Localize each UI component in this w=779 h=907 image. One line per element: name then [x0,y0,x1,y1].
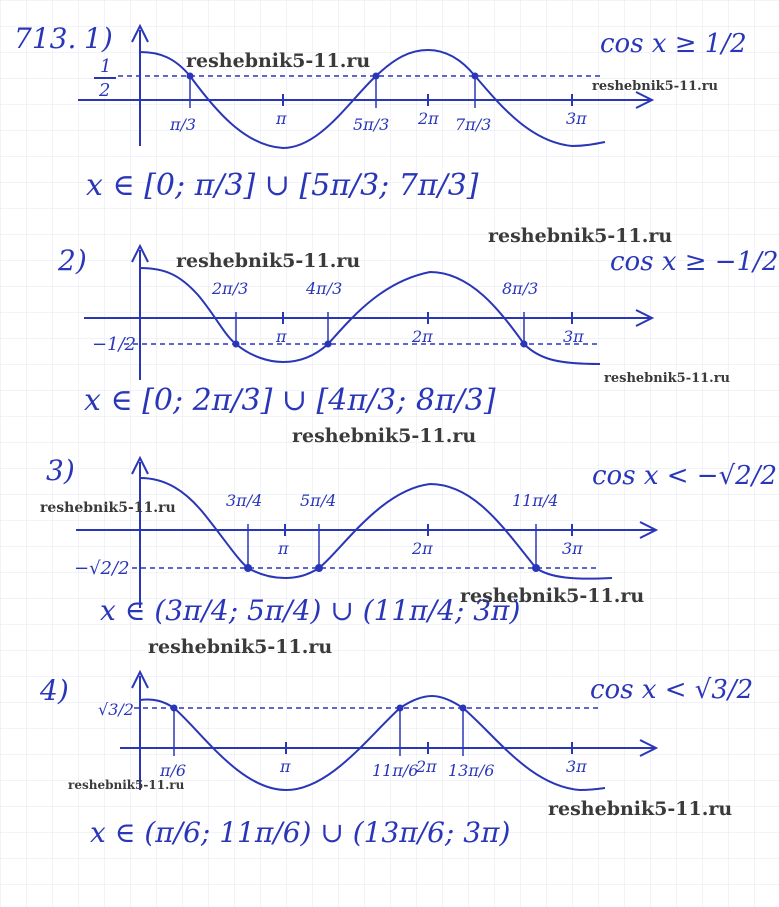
problem-3-point-label: 5π/4 [300,491,337,510]
problem-1-point-label: π/3 [170,115,197,134]
watermark: reshebnik5-11.ru [460,585,645,607]
problem-1-answer: x ∈ [0; π/3] ∪ [5π/3; 7π/3] [86,168,479,203]
watermark: reshebnik5-11.ru [592,79,719,94]
watermark: reshebnik5-11.ru [292,425,477,447]
problem-3-answer: x ∈ (3π/4; 5π/4) ∪ (11π/4; 3π) [100,594,521,627]
problem-4-point-label: 13π/6 [448,761,495,780]
problem-2-tick-label: 3π [563,327,584,346]
problem-1-tick-label: π [276,109,287,128]
watermark: reshebnik5-11.ru [68,778,185,792]
problem-4-tick-label: π [280,757,291,776]
problem-2-level-label: −1/2 [92,334,137,355]
problem-3-tick-label: 2π [412,539,433,558]
watermark: reshebnik5-11.ru [604,371,731,386]
problem-2-tick-label: 2π [412,327,433,346]
problem-2-point-label: 8π/3 [502,279,539,298]
problem-2-point-label: 4π/3 [306,279,343,298]
problem-3-point-label: 3π/4 [226,491,263,510]
problem-1-point-label: 5π/3 [353,115,390,134]
problem-2-answer: x ∈ [0; 2π/3] ∪ [4π/3; 8π/3] [84,383,496,418]
problem-4-point-label: π/6 [160,761,187,780]
problem-3-inequality: cos x < −√2/2 [592,461,777,491]
watermark: reshebnik5-11.ru [148,636,333,658]
problem-3-level-label: −√2/2 [74,558,130,579]
watermark: reshebnik5-11.ru [488,225,673,247]
problem-4-tick-label: 3π [566,757,587,776]
problem-number: 713. [14,22,77,55]
problem-3-tick-label: π [278,539,289,558]
problem-4-point-label: 11π/6 [372,761,419,780]
problem-1-inequality: cos x ≥ 1/2 [600,29,747,59]
problem-4-inequality: cos x < √3/2 [590,675,754,705]
problem-1-point-label: 7π/3 [455,115,492,134]
problem-1-label: 1) [84,22,113,55]
watermark: reshebnik5-11.ru [40,500,176,516]
problem-2-label: 2) [58,244,87,277]
problem-2-inequality: cos x ≥ −1/2 [610,247,779,277]
problem-1-tick-label: 2π [418,109,439,128]
problem-3-tick-label: 3π [562,539,583,558]
svg-text:1: 1 [100,56,112,77]
problem-3-label: 3) [46,454,75,487]
problem-4-answer: x ∈ (π/6; 11π/6) ∪ (13π/6; 3π) [90,816,511,849]
problem-1-tick-label: 3π [566,109,587,128]
problem-2-point-label: 2π/3 [212,279,249,298]
watermark: reshebnik5-11.ru [548,798,733,820]
problem-4-label: 4) [40,674,69,707]
problem-2-tick-label: π [276,327,287,346]
watermark: reshebnik5-11.ru [186,50,371,72]
problem-3-point-label: 11π/4 [512,491,559,510]
watermark: reshebnik5-11.ru [176,250,361,272]
svg-text:2: 2 [99,80,111,101]
problem-4-tick-label: 2π [416,757,437,776]
problem-4-level-label: √3/2 [98,700,134,719]
